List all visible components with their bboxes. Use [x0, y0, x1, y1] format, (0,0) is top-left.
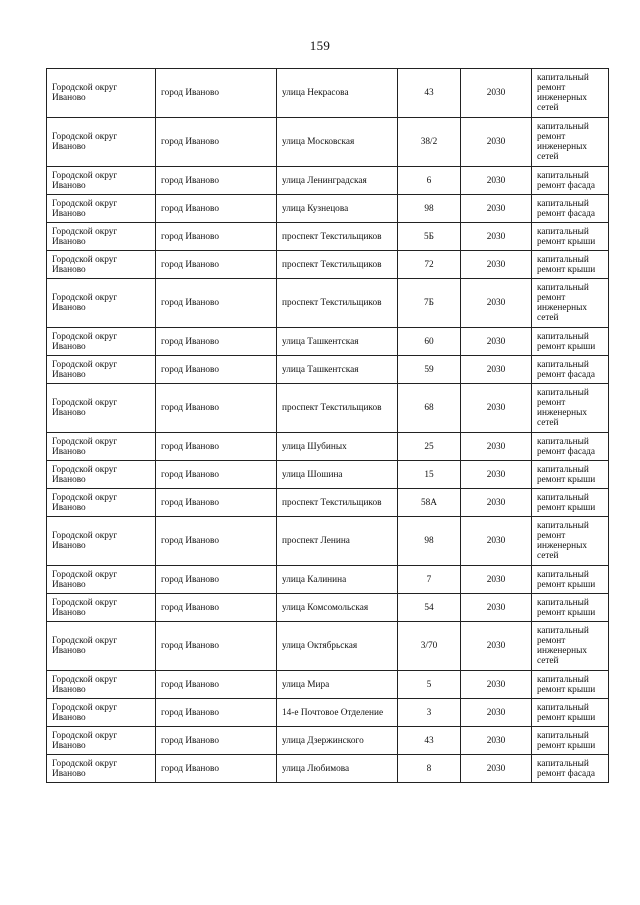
cell-city: город Иваново — [156, 433, 277, 461]
table-row — [47, 251, 609, 279]
cell-year: 2030 — [461, 699, 532, 727]
cell-house: 5Б — [398, 223, 461, 251]
cell-year: 2030 — [461, 384, 532, 433]
cell-year: 2030 — [461, 489, 532, 517]
cell-city: город Иваново — [156, 699, 277, 727]
table-row — [47, 279, 609, 328]
table-body — [47, 69, 609, 783]
cell-year: 2030 — [461, 223, 532, 251]
cell-okrug: Городской округ Иваново — [47, 699, 156, 727]
cell-work: капитальный ремонт крыши — [532, 594, 609, 622]
cell-work: капитальный ремонт крыши — [532, 251, 609, 279]
cell-street: улица Кузнецова — [277, 195, 398, 223]
cell-year: 2030 — [461, 167, 532, 195]
table-row — [47, 517, 609, 566]
table-row — [47, 384, 609, 433]
cell-okrug: Городской округ Иваново — [47, 384, 156, 433]
cell-house: 59 — [398, 356, 461, 384]
table-row — [47, 699, 609, 727]
cell-city: город Иваново — [156, 517, 277, 566]
cell-street: улица Ленинградская — [277, 167, 398, 195]
table-row — [47, 356, 609, 384]
cell-year: 2030 — [461, 328, 532, 356]
cell-year: 2030 — [461, 755, 532, 783]
cell-house: 54 — [398, 594, 461, 622]
cell-work: капитальный ремонт фасада — [532, 195, 609, 223]
table-row — [47, 727, 609, 755]
table-row — [47, 223, 609, 251]
cell-house: 25 — [398, 433, 461, 461]
table-row — [47, 566, 609, 594]
cell-work: капитальный ремонт крыши — [532, 223, 609, 251]
cell-city: город Иваново — [156, 223, 277, 251]
cell-house: 98 — [398, 195, 461, 223]
cell-okrug: Городской округ Иваново — [47, 223, 156, 251]
cell-street: 14-е Почтовое Отделение — [277, 699, 398, 727]
cell-year: 2030 — [461, 118, 532, 167]
cell-work: капитальный ремонт крыши — [532, 328, 609, 356]
cell-city: город Иваново — [156, 727, 277, 755]
cell-work: капитальный ремонт крыши — [532, 461, 609, 489]
cell-street: проспект Текстильщиков — [277, 384, 398, 433]
table-row — [47, 69, 609, 118]
cell-street: улица Дзержинского — [277, 727, 398, 755]
cell-city: город Иваново — [156, 755, 277, 783]
cell-year: 2030 — [461, 566, 532, 594]
cell-okrug: Городской округ Иваново — [47, 622, 156, 671]
table-row — [47, 671, 609, 699]
cell-street: улица Октябрьская — [277, 622, 398, 671]
cell-year: 2030 — [461, 594, 532, 622]
cell-house: 3/70 — [398, 622, 461, 671]
cell-city: город Иваново — [156, 251, 277, 279]
cell-work: капитальный ремонт инженерных сетей — [532, 384, 609, 433]
cell-house: 3 — [398, 699, 461, 727]
cell-year: 2030 — [461, 356, 532, 384]
cell-house: 38/2 — [398, 118, 461, 167]
cell-city: город Иваново — [156, 566, 277, 594]
cell-house: 8 — [398, 755, 461, 783]
cell-street: проспект Текстильщиков — [277, 489, 398, 517]
cell-okrug: Городской округ Иваново — [47, 489, 156, 517]
cell-okrug: Городской округ Иваново — [47, 566, 156, 594]
cell-okrug: Городской округ Иваново — [47, 755, 156, 783]
cell-city: город Иваново — [156, 671, 277, 699]
cell-street: улица Комсомольская — [277, 594, 398, 622]
cell-year: 2030 — [461, 622, 532, 671]
cell-okrug: Городской округ Иваново — [47, 433, 156, 461]
cell-house: 15 — [398, 461, 461, 489]
table-row — [47, 755, 609, 783]
cell-city: город Иваново — [156, 594, 277, 622]
cell-city: город Иваново — [156, 328, 277, 356]
housing-repair-table — [46, 68, 609, 783]
cell-street: улица Ташкентская — [277, 356, 398, 384]
cell-street: проспект Текстильщиков — [277, 223, 398, 251]
cell-okrug: Городской округ Иваново — [47, 328, 156, 356]
cell-city: город Иваново — [156, 195, 277, 223]
cell-house: 72 — [398, 251, 461, 279]
cell-house: 6 — [398, 167, 461, 195]
table-row — [47, 195, 609, 223]
cell-work: капитальный ремонт инженерных сетей — [532, 279, 609, 328]
cell-house: 58А — [398, 489, 461, 517]
table-row — [47, 461, 609, 489]
cell-okrug: Городской округ Иваново — [47, 727, 156, 755]
cell-city: город Иваново — [156, 69, 277, 118]
cell-year: 2030 — [461, 517, 532, 566]
cell-okrug: Городской округ Иваново — [47, 118, 156, 167]
cell-year: 2030 — [461, 433, 532, 461]
cell-year: 2030 — [461, 727, 532, 755]
cell-street: улица Московская — [277, 118, 398, 167]
cell-city: город Иваново — [156, 356, 277, 384]
cell-year: 2030 — [461, 69, 532, 118]
cell-work: капитальный ремонт крыши — [532, 699, 609, 727]
cell-house: 7 — [398, 566, 461, 594]
cell-street: проспект Текстильщиков — [277, 251, 398, 279]
cell-street: улица Шошина — [277, 461, 398, 489]
cell-year: 2030 — [461, 671, 532, 699]
table-row — [47, 433, 609, 461]
cell-work: капитальный ремонт крыши — [532, 671, 609, 699]
cell-year: 2030 — [461, 279, 532, 328]
cell-city: город Иваново — [156, 622, 277, 671]
cell-year: 2030 — [461, 195, 532, 223]
table-row — [47, 622, 609, 671]
cell-work: капитальный ремонт крыши — [532, 489, 609, 517]
table-row — [47, 489, 609, 517]
cell-city: город Иваново — [156, 167, 277, 195]
cell-street: улица Шубиных — [277, 433, 398, 461]
cell-street: проспект Ленина — [277, 517, 398, 566]
cell-work: капитальный ремонт фасада — [532, 755, 609, 783]
cell-house: 98 — [398, 517, 461, 566]
cell-okrug: Городской округ Иваново — [47, 167, 156, 195]
cell-work: капитальный ремонт инженерных сетей — [532, 69, 609, 118]
cell-okrug: Городской округ Иваново — [47, 356, 156, 384]
cell-house: 43 — [398, 727, 461, 755]
cell-street: улица Любимова — [277, 755, 398, 783]
cell-house: 68 — [398, 384, 461, 433]
cell-street: улица Ташкентская — [277, 328, 398, 356]
cell-house: 5 — [398, 671, 461, 699]
cell-city: город Иваново — [156, 384, 277, 433]
cell-work: капитальный ремонт инженерных сетей — [532, 517, 609, 566]
cell-okrug: Городской округ Иваново — [47, 671, 156, 699]
cell-street: улица Мира — [277, 671, 398, 699]
cell-work: капитальный ремонт фасада — [532, 433, 609, 461]
cell-okrug: Городской округ Иваново — [47, 461, 156, 489]
cell-street: проспект Текстильщиков — [277, 279, 398, 328]
cell-house: 7Б — [398, 279, 461, 328]
table-row — [47, 328, 609, 356]
cell-street: улица Калинина — [277, 566, 398, 594]
table-row — [47, 167, 609, 195]
cell-city: город Иваново — [156, 489, 277, 517]
cell-house: 60 — [398, 328, 461, 356]
cell-house: 43 — [398, 69, 461, 118]
cell-okrug: Городской округ Иваново — [47, 195, 156, 223]
cell-okrug: Городской округ Иваново — [47, 279, 156, 328]
cell-year: 2030 — [461, 461, 532, 489]
cell-okrug: Городской округ Иваново — [47, 69, 156, 118]
cell-okrug: Городской округ Иваново — [47, 594, 156, 622]
cell-year: 2030 — [461, 251, 532, 279]
cell-work: капитальный ремонт крыши — [532, 727, 609, 755]
cell-street: улица Некрасова — [277, 69, 398, 118]
cell-city: город Иваново — [156, 118, 277, 167]
cell-okrug: Городской округ Иваново — [47, 251, 156, 279]
page-number: 159 — [309, 38, 331, 53]
table-row — [47, 118, 609, 167]
cell-work: капитальный ремонт фасада — [532, 167, 609, 195]
cell-work: капитальный ремонт инженерных сетей — [532, 118, 609, 167]
cell-work: капитальный ремонт фасада — [532, 356, 609, 384]
cell-work: капитальный ремонт крыши — [532, 566, 609, 594]
table-row — [47, 594, 609, 622]
cell-okrug: Городской округ Иваново — [47, 517, 156, 566]
cell-city: город Иваново — [156, 279, 277, 328]
cell-city: город Иваново — [156, 461, 277, 489]
cell-work: капитальный ремонт инженерных сетей — [532, 622, 609, 671]
